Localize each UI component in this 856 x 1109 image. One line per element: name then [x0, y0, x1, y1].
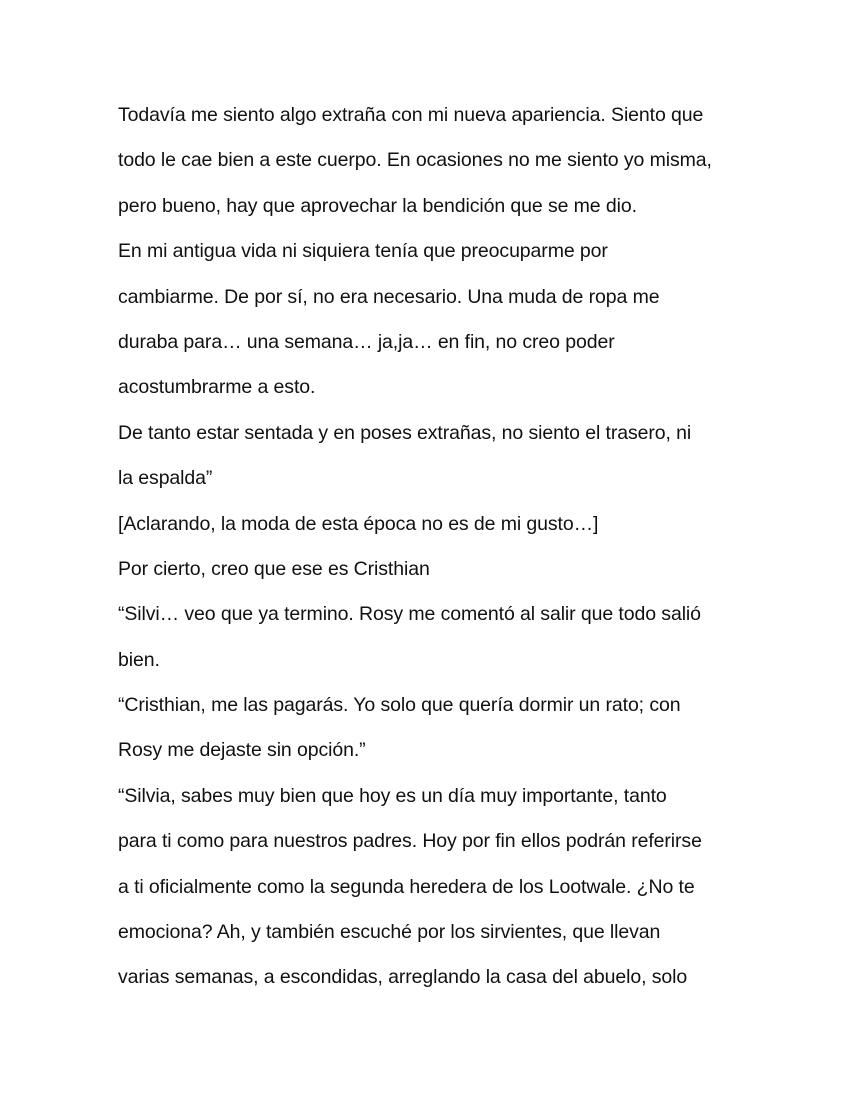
text-line: para ti como para nuestros padres. Hoy por fin ellos podrán referirse: [118, 830, 702, 853]
text-line: Todavía me siento algo extraña con mi nueva apariencia. Siento que: [118, 104, 704, 126]
text-line: [Aclarando, la moda de esta época no es de mi gusto…]: [118, 512, 599, 535]
text-line: a ti oficialmente como la segunda heredera de los Lootwale. ¿No te: [118, 875, 695, 898]
text-line: pero bueno, hay que aprovechar la bendición que se me dio.: [118, 194, 637, 217]
text-line: Por cierto, creo que ese es Cristhian: [118, 557, 430, 580]
text-line: “Cristhian, me las pagarás. Yo solo que quería dormir un rato; con: [118, 694, 681, 717]
text-line: De tanto estar sentada y en poses extrañas, no siento el trasero, ni: [118, 421, 692, 444]
text-line: Rosy me dejaste sin opción.”: [118, 739, 366, 762]
text-line: duraba para… una semana… ja,ja… en fin, no creo poder: [118, 330, 615, 353]
text-line: “Silvi… veo que ya termino. Rosy me comentó al salir que todo salió: [118, 603, 701, 626]
text-line: cambiarme. De por sí, no era necesario. Una muda de ropa me: [118, 285, 660, 308]
text-line: acostumbrarme a esto.: [118, 376, 316, 399]
text-line: todo le cae bien a este cuerpo. En ocasiones no me siento yo misma,: [118, 149, 712, 172]
document-body: [118, 97, 748, 1005]
text-line: emociona? Ah, y también escuché por los sirvientes, que llevan: [118, 921, 661, 944]
text-line: la espalda”: [118, 467, 213, 490]
text-line: bien.: [118, 648, 160, 671]
text-line: varias semanas, a escondidas, arreglando la casa del abuelo, solo: [118, 966, 688, 989]
text-line: “Silvia, sabes muy bien que hoy es un día muy importante, tanto: [118, 784, 667, 807]
text-line: En mi antigua vida ni siquiera tenía que preocuparme por: [118, 240, 608, 263]
